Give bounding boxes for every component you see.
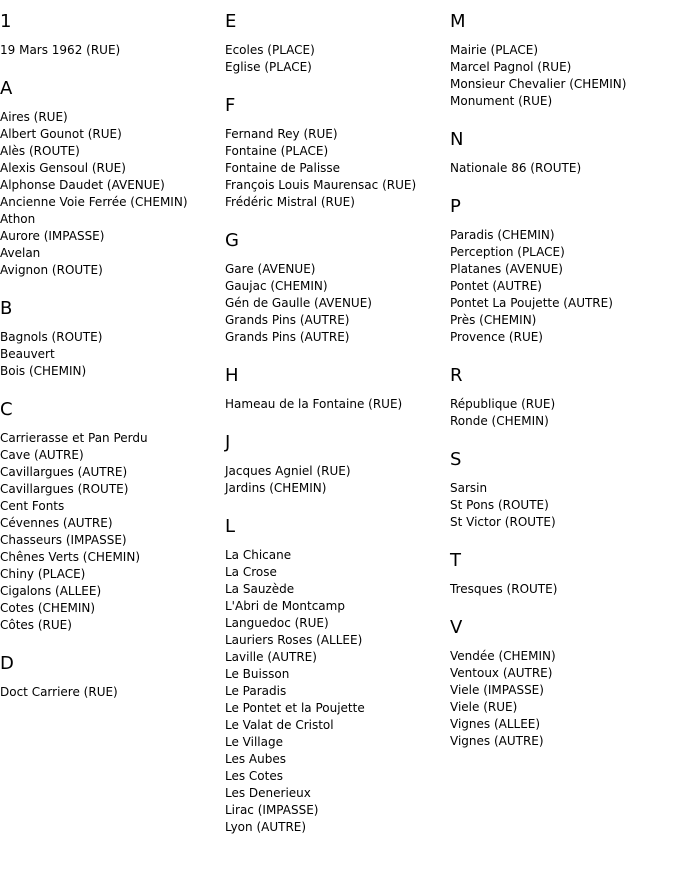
street-list bbox=[450, 42, 675, 110]
street-item: Mairie (PLACE) bbox=[450, 43, 539, 57]
street-item: Près (CHEMIN) bbox=[450, 313, 537, 327]
street-item: Fontaine (PLACE) bbox=[225, 144, 329, 158]
street-item: St Pons (ROUTE) bbox=[450, 498, 549, 512]
street-list bbox=[450, 648, 675, 750]
letter-section bbox=[225, 517, 450, 836]
street-item: Alphonse Daudet (AVENUE) bbox=[0, 178, 165, 192]
street-item: Les Denerieux bbox=[225, 786, 311, 800]
street-list bbox=[450, 396, 675, 430]
street-item: Frédéric Mistral (RUE) bbox=[225, 195, 355, 209]
street-item: Le Buisson bbox=[225, 667, 290, 681]
street-item: Chênes Verts (CHEMIN) bbox=[0, 550, 141, 564]
street-item: Ventoux (AUTRE) bbox=[450, 666, 553, 680]
street-item: Côtes (RUE) bbox=[0, 618, 72, 632]
street-item: L'Abri de Montcamp bbox=[225, 599, 345, 613]
street-item: Perception (PLACE) bbox=[450, 245, 565, 259]
street-item: Cavillargues (ROUTE) bbox=[0, 482, 129, 496]
street-item: Monument (RUE) bbox=[450, 94, 553, 108]
street-item: Bagnols (ROUTE) bbox=[0, 330, 103, 344]
street-item: Provence (RUE) bbox=[450, 330, 543, 344]
street-item: Avignon (ROUTE) bbox=[0, 263, 103, 277]
street-list bbox=[225, 126, 450, 211]
street-item: La Chicane bbox=[225, 548, 292, 562]
letter-heading: B bbox=[0, 298, 13, 319]
street-item: Gaujac (CHEMIN) bbox=[225, 279, 328, 293]
letter-heading: F bbox=[225, 95, 236, 116]
street-item: Gare (AVENUE) bbox=[225, 262, 316, 276]
letter-heading: G bbox=[225, 230, 239, 251]
street-item: Ronde (CHEMIN) bbox=[450, 414, 549, 428]
street-item: Vignes (ALLEE) bbox=[450, 717, 541, 731]
street-item: Eglise (PLACE) bbox=[225, 60, 312, 74]
street-item: Viele (IMPASSE) bbox=[450, 683, 544, 697]
street-item: Grands Pins (AUTRE) bbox=[225, 313, 350, 327]
letter-section bbox=[225, 366, 450, 413]
street-item: 19 Mars 1962 (RUE) bbox=[0, 43, 121, 57]
street-item: Hameau de la Fontaine (RUE) bbox=[225, 397, 403, 411]
letter-heading: 1 bbox=[0, 11, 12, 32]
street-item: Ecoles (PLACE) bbox=[225, 43, 315, 57]
street-item: Cotes (CHEMIN) bbox=[0, 601, 96, 615]
letter-section bbox=[225, 96, 450, 211]
street-item: Fernand Rey (RUE) bbox=[225, 127, 338, 141]
street-list bbox=[450, 581, 675, 598]
letter-section bbox=[450, 551, 675, 598]
street-item: Aurore (IMPASSE) bbox=[0, 229, 105, 243]
street-item: Tresques (ROUTE) bbox=[450, 582, 558, 596]
street-item: La Sauzède bbox=[225, 582, 295, 596]
street-item: Albert Gounot (RUE) bbox=[0, 127, 122, 141]
street-item: République (RUE) bbox=[450, 397, 556, 411]
street-item: Jacques Agniel (RUE) bbox=[225, 464, 351, 478]
street-item: Alexis Gensoul (RUE) bbox=[0, 161, 126, 175]
letter-section bbox=[225, 231, 450, 346]
street-list bbox=[0, 329, 225, 380]
letter-heading: M bbox=[450, 11, 466, 32]
letter-section bbox=[450, 130, 675, 177]
street-item: Lauriers Roses (ALLEE) bbox=[225, 633, 363, 647]
street-item: Le Pontet et la Poujette bbox=[225, 701, 365, 715]
street-item: Aires (RUE) bbox=[0, 110, 68, 124]
street-list bbox=[225, 261, 450, 346]
letter-section bbox=[0, 299, 225, 380]
letter-heading: S bbox=[450, 449, 462, 470]
letter-heading: L bbox=[225, 516, 236, 537]
street-item: Alès (ROUTE) bbox=[0, 144, 80, 158]
street-item: Marcel Pagnol (RUE) bbox=[450, 60, 572, 74]
street-item: Grands Pins (AUTRE) bbox=[225, 330, 350, 344]
street-list bbox=[450, 160, 675, 177]
street-item: Platanes (AVENUE) bbox=[450, 262, 563, 276]
street-item: Chiny (PLACE) bbox=[0, 567, 86, 581]
street-item: Le Paradis bbox=[225, 684, 287, 698]
street-item: Cavillargues (AUTRE) bbox=[0, 465, 128, 479]
street-list bbox=[0, 109, 225, 279]
letter-section bbox=[225, 433, 450, 497]
street-item: Les Cotes bbox=[225, 769, 283, 783]
letter-heading: E bbox=[225, 11, 237, 32]
street-item: La Crose bbox=[225, 565, 277, 579]
street-item: Carrierasse et Pan Perdu bbox=[0, 431, 148, 445]
street-item: Athon bbox=[0, 212, 36, 226]
street-item: Paradis (CHEMIN) bbox=[450, 228, 555, 242]
street-item: Monsieur Chevalier (CHEMIN) bbox=[450, 77, 627, 91]
street-item: Les Aubes bbox=[225, 752, 286, 766]
street-item: Ancienne Voie Ferrée (CHEMIN) bbox=[0, 195, 188, 209]
letter-section bbox=[0, 400, 225, 634]
street-item: Cévennes (AUTRE) bbox=[0, 516, 113, 530]
letter-heading: T bbox=[450, 550, 461, 571]
street-item: Beauvert bbox=[0, 347, 55, 361]
street-item: Vignes (AUTRE) bbox=[450, 734, 544, 748]
street-item: Le Valat de Cristol bbox=[225, 718, 334, 732]
street-list bbox=[225, 42, 450, 76]
street-item: Laville (AUTRE) bbox=[225, 650, 317, 664]
letter-heading: C bbox=[0, 399, 13, 420]
street-item: François Louis Maurensac (RUE) bbox=[225, 178, 417, 192]
letter-heading: A bbox=[0, 78, 13, 99]
street-item: Languedoc (RUE) bbox=[225, 616, 329, 630]
street-item: Avelan bbox=[0, 246, 41, 260]
street-item: Jardins (CHEMIN) bbox=[225, 481, 327, 495]
street-item: St Victor (ROUTE) bbox=[450, 515, 556, 529]
street-item: Cave (AUTRE) bbox=[0, 448, 84, 462]
letter-section bbox=[450, 197, 675, 346]
street-item: Gén de Gaulle (AVENUE) bbox=[225, 296, 372, 310]
street-item: Vendée (CHEMIN) bbox=[450, 649, 556, 663]
street-item: Cigalons (ALLEE) bbox=[0, 584, 102, 598]
letter-heading: N bbox=[450, 129, 464, 150]
street-item: Le Village bbox=[225, 735, 283, 749]
letter-heading: R bbox=[450, 365, 463, 386]
letter-section bbox=[450, 618, 675, 750]
street-item: Pontet (AUTRE) bbox=[450, 279, 542, 293]
street-item: Nationale 86 (ROUTE) bbox=[450, 161, 582, 175]
street-list bbox=[225, 547, 450, 836]
street-list bbox=[225, 396, 450, 413]
street-list bbox=[0, 684, 225, 701]
letter-section bbox=[225, 12, 450, 76]
street-list bbox=[0, 42, 225, 59]
letter-heading: J bbox=[225, 432, 231, 453]
letter-heading: V bbox=[450, 617, 463, 638]
letter-section bbox=[450, 450, 675, 531]
letter-heading: H bbox=[225, 365, 239, 386]
street-list bbox=[450, 480, 675, 531]
street-list bbox=[225, 463, 450, 497]
street-item: Lirac (IMPASSE) bbox=[225, 803, 319, 817]
letter-section bbox=[0, 654, 225, 701]
letter-section bbox=[450, 12, 675, 110]
index-column-3 bbox=[450, 0, 675, 750]
street-item: Viele (RUE) bbox=[450, 700, 518, 714]
letter-section bbox=[0, 12, 225, 59]
street-item: Pontet La Poujette (AUTRE) bbox=[450, 296, 613, 310]
street-list bbox=[450, 227, 675, 346]
street-list bbox=[0, 430, 225, 634]
street-item: Cent Fonts bbox=[0, 499, 65, 513]
street-item: Sarsin bbox=[450, 481, 488, 495]
letter-section bbox=[450, 366, 675, 430]
index-column-1 bbox=[0, 0, 225, 701]
letter-heading: D bbox=[0, 653, 14, 674]
letter-heading: P bbox=[450, 196, 461, 217]
street-item: Chasseurs (IMPASSE) bbox=[0, 533, 127, 547]
index-column-2 bbox=[225, 0, 450, 836]
street-item: Bois (CHEMIN) bbox=[0, 364, 87, 378]
street-item: Lyon (AUTRE) bbox=[225, 820, 307, 834]
street-item: Fontaine de Palisse bbox=[225, 161, 341, 175]
letter-section bbox=[0, 79, 225, 279]
street-item: Doct Carriere (RUE) bbox=[0, 685, 118, 699]
